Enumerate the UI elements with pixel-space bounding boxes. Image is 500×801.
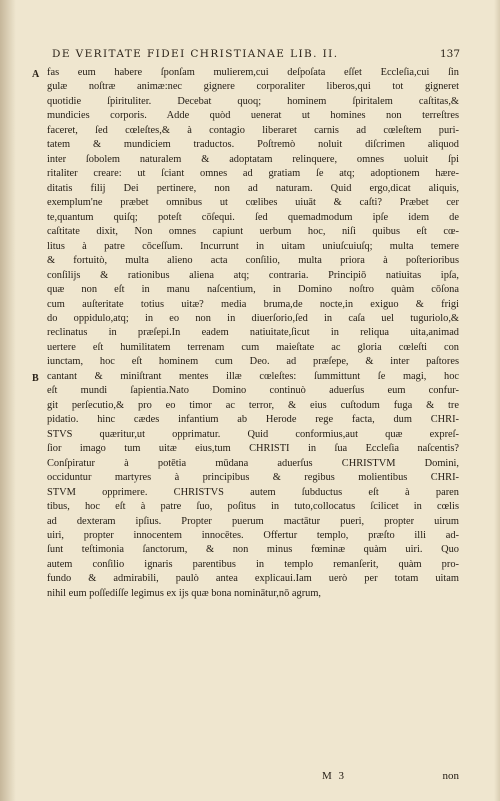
text-line: cantant & miniſtrant mentes illæ cœleſtes: ſummittunt ſe magi, hoc: [47, 370, 459, 382]
text-line: tibus, hoc eſt à patre ſuo, poſitus in tuto,collocatus ſcilicet in cœlis: [47, 501, 459, 513]
text-line: reclinatus in præſepi.In eadem natiuitate,ſicut in reliqua uita,animad: [47, 327, 459, 339]
text-line: tatem & mundiciem traductos. Poſtremò noluit diſcrimen aliquod: [47, 139, 459, 151]
text-line: eſt mundi ſapientia.Nato Domino continuò aduerſus eum confur-: [47, 385, 459, 397]
text-line: ſunt teſtimonia ſanctorum, & non minus fœminæ quàm uiri. Quo: [47, 544, 459, 556]
running-head-title: DE VERITATE FIDEI CHRISTIANAE LIB. II.: [52, 48, 339, 60]
text-line: ritaliter creare: ut ſciant omnes ad gratiam ſe atq; adoptionem hære-: [47, 168, 459, 180]
text-line: inter ſobolem naturalem & adoptatam relinquere, omnes uoluit ſpi: [47, 153, 459, 165]
text-line: fundo & admirabili, paulò antea explicaui.Iam uerò per totam uitam: [47, 573, 459, 585]
page-footer: [47, 770, 459, 786]
text-line: uertere eſt humilitatem terrenam cum maieſtate ac gloria cœleſti con: [47, 341, 459, 353]
text-line: STVS quæritur,ut opprimatur. Quid conformius,aut quæ expreſ-: [47, 428, 459, 440]
text-line: uiri, propter innocentem innocētes. Offertur templo, præſto illi ad-: [47, 530, 459, 541]
text-line: pidatio. hinc cædes infantium ab Herode rege facta, dum CHRI-: [47, 414, 459, 426]
text-line: autem conſilio ignaris parentibus in templo remanſerit, quàm pro-: [47, 558, 459, 570]
text-line: do oppidulo,atq; in eo non in diuerſorio,ſed in caſa uel tuguriolo,&: [47, 312, 459, 324]
text-line: occiduntur martyres à principibus & regibus molientibus CHRI-: [47, 472, 459, 484]
text-line: STVM opprimere. CHRISTVS autem ſubductus eſt à paren: [47, 486, 459, 498]
text-line: ad dexteram ipſius. Propter puerum mactātur pueri, propter uirum: [47, 515, 459, 527]
text-line: git perſecutio,& pro eo timor ac terror, & eius cuſtodum fuga & tre: [47, 399, 459, 411]
text-line: fas eum habere ſponſam mulierem,cui deſpoſata eſſet Eccleſia,cui ſin: [47, 67, 459, 78]
text-line: nihil eum poſſediſſe legimus ex ijs quæ bona nominātur,nō agrum,: [47, 587, 322, 599]
marginal-letter-b: B: [32, 373, 39, 384]
text-line: conſilijs & rationibus aliena atq; contraria. Principiō natiuitas ipſa,: [47, 269, 459, 281]
catchword: non: [442, 770, 459, 782]
text-line: ſior imago tum uitæ eius,tum CHRISTI in ſua Eccleſia naſcentis?: [47, 443, 459, 455]
text-line: exemplum'ne præbet omnibus ut cœlibes uiuāt & caſti? Præbet cer: [47, 197, 459, 209]
body-text: [47, 66, 459, 601]
text-line: mundicies corporis. Adde quòd uenerat ut homines non terreſtres: [47, 110, 459, 122]
text-line: litus à patre cōceſſum. Incurrunt in uitam uniuſcuiuſq; multa temere: [47, 240, 459, 252]
text-line: ditatis filij Dei pertinere, non ad naturam. Quid ergo,dicat aliquis,: [47, 182, 459, 194]
text-line: Conſpiratur à potētia mūdana aduerſus CHRISTVM Domini,: [47, 457, 459, 469]
marginal-letter-a: A: [32, 69, 40, 80]
text-line: iunctam, hoc eſt hominem cum Deo. ad præſepe, & inter paſtores: [47, 356, 459, 368]
text-line: quotidie ſpirituliter. Decebat quoq; hominem ſpiritalem caſtitas,&: [47, 95, 459, 107]
text-line: gulæ noſtræ animæ:nec gignere corporaliter liberos,qui tot gigneret: [47, 81, 459, 93]
page-number: 137: [439, 48, 460, 60]
text-line: caſtitate dixit, Non omnes capiunt uerbum hoc, niſi quibus eſt cœ-: [47, 226, 459, 238]
signature-mark: M 3: [322, 770, 347, 782]
text-line: cum auſteritate totius uitæ? media bruma,de nocte,in exiguo & frigi: [47, 298, 459, 310]
text-line: quæ non eſt in manu naſcentium, in Domino noſtro quàm cōſona: [47, 284, 459, 296]
text-line: & fortuitò, multa alieno acta conſilio, multa priora à poſterioribus: [47, 255, 459, 267]
text-line: te,quantum quiſq; poteſt cōſequi. ſed quemadmodum ipſe idem de: [47, 211, 459, 223]
text-line: faceret, ſed cœleſtes,& à contagio liberaret carnis ad cœleſtem puri-: [47, 124, 459, 136]
running-head: [52, 48, 460, 64]
